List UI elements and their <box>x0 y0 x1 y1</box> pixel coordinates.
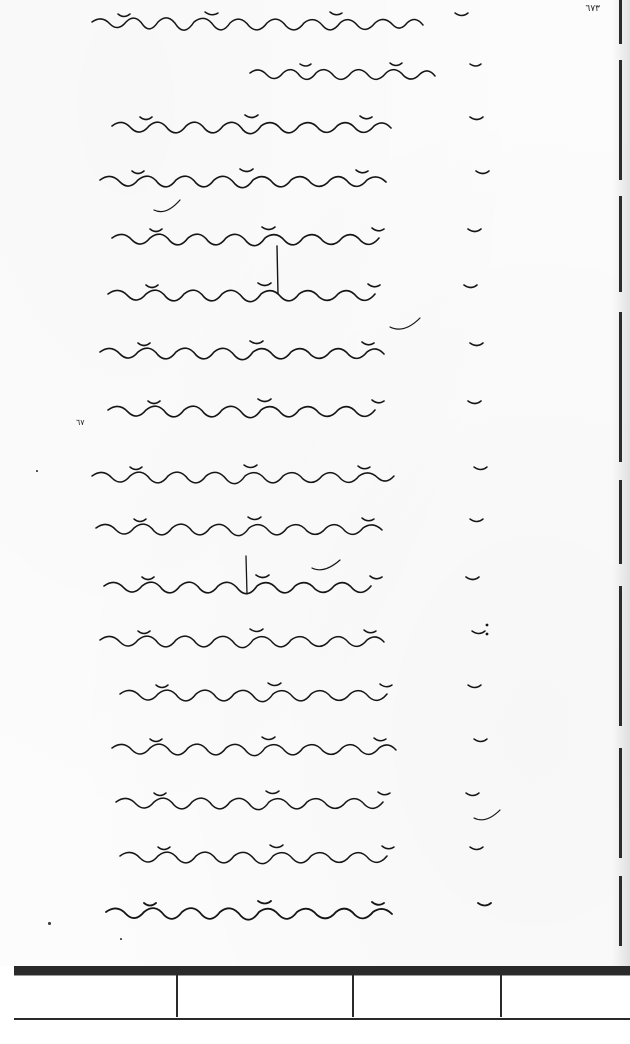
scanner-bar-body <box>14 975 630 1044</box>
manuscript-line <box>112 227 481 294</box>
manuscript-line <box>112 737 487 756</box>
scanner-bar-top-edge <box>14 966 630 975</box>
manuscript-line <box>100 624 488 648</box>
manuscript-line <box>112 115 483 134</box>
manuscript-line <box>120 683 481 702</box>
manuscript-line <box>116 791 479 810</box>
margin-note-left: ٦٧ <box>76 418 85 427</box>
scanner-bar-tick <box>176 975 178 1017</box>
folio-number-top-right: ٦٧٣ <box>585 4 600 14</box>
manuscript-line <box>108 283 477 302</box>
scanner-bar <box>0 966 630 1044</box>
scanner-bar-tick <box>352 975 354 1017</box>
manuscript-line <box>108 399 481 418</box>
manuscript-line <box>100 341 483 360</box>
manuscript-line <box>96 517 483 536</box>
scanner-bar-lower-edge <box>14 1018 630 1020</box>
manuscript-line <box>92 465 487 484</box>
manuscript-line <box>92 12 468 30</box>
manuscript-line <box>104 556 479 594</box>
manuscript-line <box>106 901 491 920</box>
manuscript-line <box>100 169 489 188</box>
manuscript-line <box>250 63 481 79</box>
scanner-bar-tick <box>500 975 502 1017</box>
ink-flourish <box>154 200 500 820</box>
manuscript-line <box>120 845 483 864</box>
